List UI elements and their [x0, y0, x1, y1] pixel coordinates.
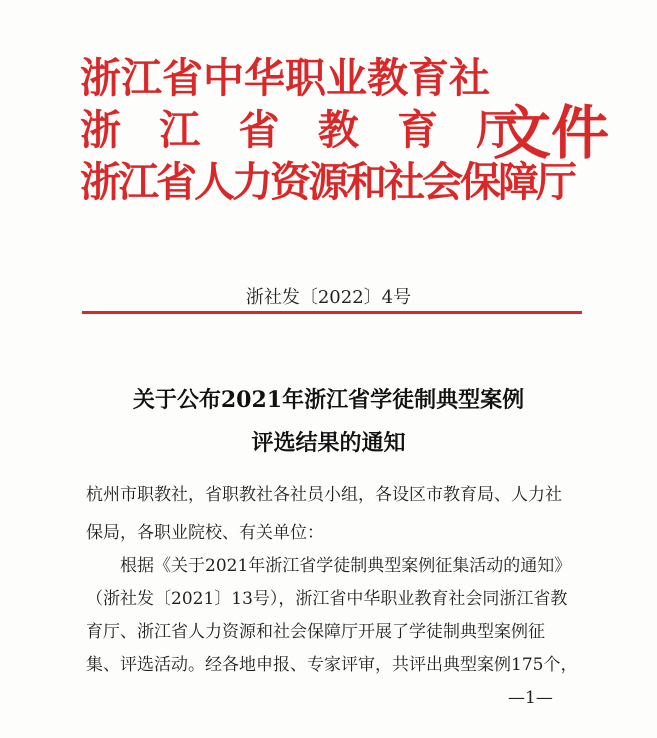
notice-title-line-2: 评选结果的通知 — [251, 430, 406, 456]
doc-type-label: 文件 — [493, 99, 610, 167]
issuer-3: 浙江省人力资源和社会保障厅 — [80, 158, 574, 206]
notice-title-line-1: 关于公布2021年浙江省学徒制典型案例 — [132, 387, 525, 413]
issuer-2: 浙 江 省 教 育 厅 — [80, 106, 530, 154]
page-number: —1— — [508, 688, 553, 708]
body-line: 根据《关于2021年浙江省学徒制典型案例征集活动的通知》 — [120, 556, 572, 576]
body-line: 杭州市职教社，省职教社各社员小组，各设区市教育局、人力社 — [86, 485, 562, 505]
body-line: 集、评选活动。经各地申报、专家评审，共评出典型案例175个， — [86, 655, 578, 675]
document-number: 浙社发〔2022〕4号 — [245, 287, 412, 308]
issuer-1: 浙江省中华职业教育社 — [80, 54, 490, 102]
body-line: 保局，各职业院校、有关单位： — [86, 523, 324, 543]
body-line: （浙社发〔2021〕13号），浙江省中华职业教育社会同浙江省教 — [86, 589, 568, 609]
body-line: 育厅、浙江省人力资源和社会保障厅开展了学徒制典型案例征 — [86, 622, 545, 642]
red-divider — [82, 311, 582, 314]
